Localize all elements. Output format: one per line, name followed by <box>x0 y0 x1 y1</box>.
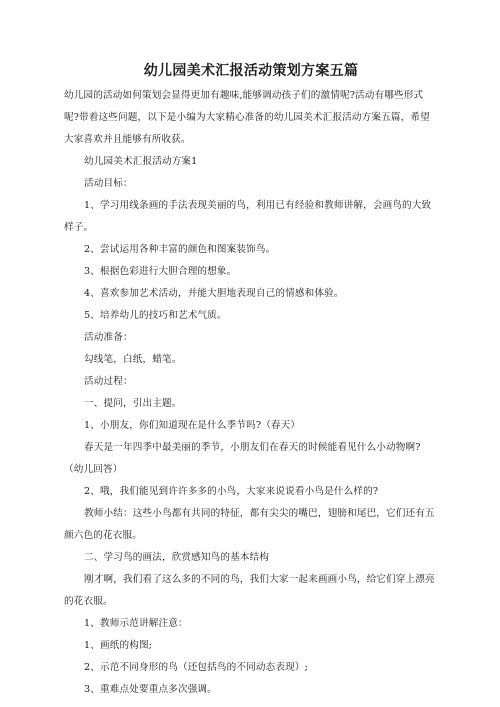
body-paragraph: 4、喜欢参加艺术活动，并能大胆地表现自己的情感和体验。 <box>84 288 344 299</box>
body-paragraph: 5、培养幼儿的技巧和艺术气质。 <box>84 310 227 321</box>
body-paragraph: 2、尝试运用各种丰富的颜色和图案装饰鸟。 <box>84 244 276 255</box>
body-paragraph: 3、根据色彩进行大胆合理的想象。 <box>84 266 237 277</box>
body-paragraph: 春天是一年四季中最美丽的季节，小朋友们在春天的时候能看见什么小动物啊?（幼儿回答） <box>64 442 421 475</box>
body-paragraph: 幼儿园美术汇报活动方案1 <box>84 156 198 167</box>
body-paragraph: 2、哦，我们能见到许许多多的小鸟，大家来说说看小鸟是什么样的? <box>84 486 379 497</box>
body-paragraph: 1、小朋友，你们知道现在是什么季节吗?（春天） <box>84 420 301 431</box>
body-paragraph: 活动过程： <box>84 376 133 387</box>
body-paragraph: 一、提问，引出主题。 <box>84 398 182 409</box>
body-paragraph: 1、教师示范讲解注意： <box>84 618 188 629</box>
body-paragraph: 勾线笔，白纸，蜡笔。 <box>84 354 182 365</box>
body-paragraph: 幼儿园的活动如何策划会显得更加有趣味,能够调动孩子们的激情呢?活动有哪些形式呢?带着这些问题，以下是小编为大家精心准备的幼儿园美术汇报活动方案五篇，希望大家喜欢并且能够有所收获。 <box>64 90 430 145</box>
body-paragraph: 1、画纸的构图; <box>84 640 153 651</box>
document-title: 幼儿园美术汇报活动策划方案五篇 <box>143 63 359 79</box>
body-paragraph: 2、示范不同身形的鸟（还包括鸟的不同动态表现）; <box>84 662 308 673</box>
body-paragraph: 刚才啊，我们看了这么多的不同的鸟，我们大家一起来画画小鸟，给它们穿上漂亮的花衣服。 <box>64 574 435 607</box>
body-paragraph: 1、学习用线条画的手法表现美丽的鸟，利用已有经验和教师讲解，会画鸟的大致样子。 <box>64 200 432 233</box>
body-paragraph: 教师小结：这些小鸟都有共同的特征，都有尖尖的嘴巴，翅膀和尾巴，它们还有五颜六色的花衣服。 <box>64 508 435 541</box>
document-body <box>64 85 438 701</box>
body-paragraph: 活动准备： <box>84 332 133 343</box>
body-paragraph: 二、学习鸟的画法，欣赏感知鸟的基本结构 <box>84 552 270 563</box>
body-paragraph: 3、重难点处要重点多次强调。 <box>84 684 217 695</box>
body-paragraph: 活动目标： <box>84 178 133 189</box>
